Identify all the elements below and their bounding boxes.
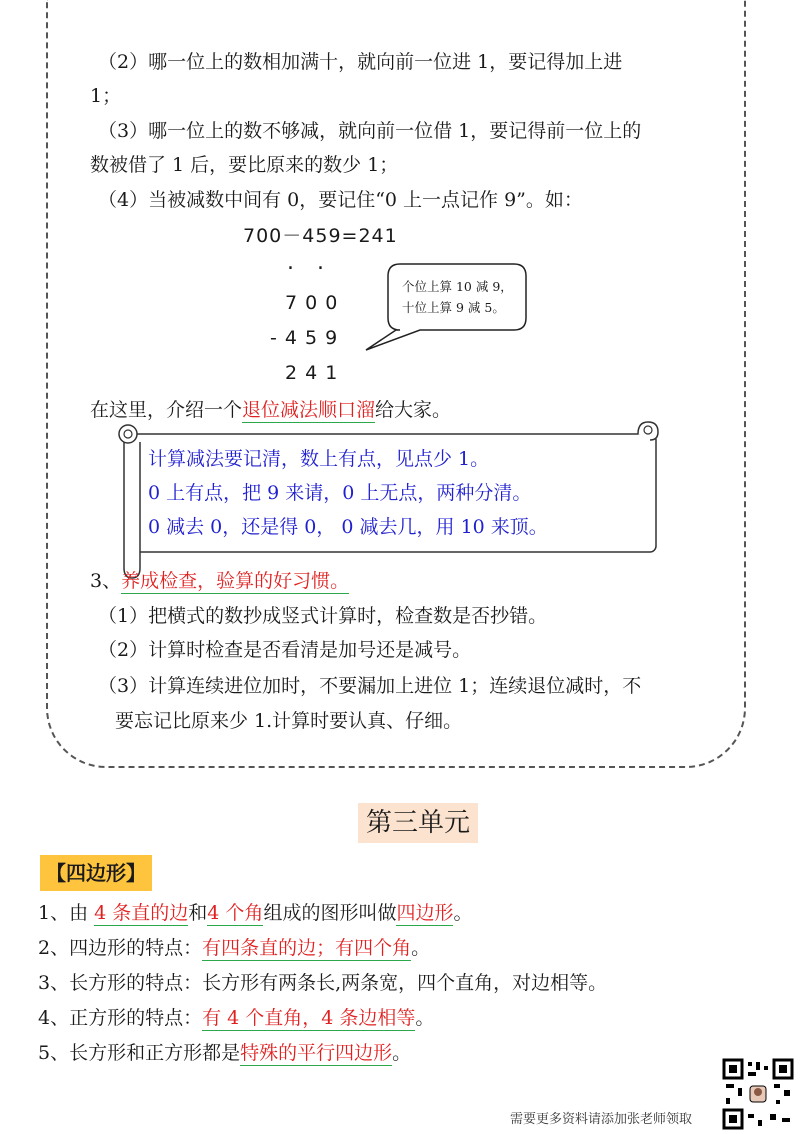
rule3-line1: （3）哪一位上的数不够减，就向前一位借 1，要记得前一位上的 [98, 120, 642, 142]
p1-c: 和 [188, 902, 208, 924]
check1: （1）把横式的数抄成竖式计算时，检查数是否抄错。 [98, 605, 548, 627]
quad-point4 [38, 1005, 434, 1031]
intro-prefix: 在这里，介绍一个 [90, 399, 243, 421]
p2-c: 。 [411, 937, 431, 959]
qr-graphic [722, 1058, 794, 1130]
p1-e: 组成的图形叫做 [263, 902, 397, 924]
p4-b: 有 4 个直角，4 条边相等 [202, 1007, 416, 1029]
p2-a: 2、四边形的特点： [38, 937, 203, 959]
item3-prefix: 3、 [90, 570, 122, 592]
footer-note: 需要更多资料请添加张老师领取 [510, 1112, 693, 1127]
rule4-line1: （4）当被减数中间有 0，要记住“0 上一点记作 9”。如： [98, 189, 583, 211]
p4-a: 4、正方形的特点： [38, 1007, 203, 1029]
p1-b: 4 条直的边 [94, 902, 189, 924]
p1-a: 1、由 [38, 902, 95, 924]
p4-c: 。 [415, 1007, 435, 1029]
rhyme-scroll [110, 420, 665, 580]
p5-a: 5、长方形和正方形都是 [38, 1042, 241, 1064]
p1-d: 4 个角 [207, 902, 264, 924]
minuend: 7 0 0 [285, 292, 339, 314]
qr-code-icon [722, 1058, 794, 1130]
p2-b: 有四条直的边；有四个角 [202, 937, 412, 959]
equation: 700－459=241 [243, 225, 398, 247]
p1-g: 。 [453, 902, 473, 924]
check3-line1: （3）计算连续进位加时，不要漏加上进位 1；连续退位减时，不 [98, 675, 642, 697]
check3-line2: 要忘记比原来少 1.计算时要认真、仔细。 [115, 710, 463, 732]
rhyme-line2: 0 上有点，把 9 来请，0 上无点，两种分清。 [148, 482, 532, 504]
p5-b: 特殊的平行四边形 [240, 1042, 393, 1064]
item3-line [90, 568, 349, 594]
intro-highlight: 退位减法顺口溜 [242, 399, 376, 421]
check2: （2）计算时检查是否看清是加号还是减号。 [98, 639, 472, 661]
quad-point1 [38, 900, 472, 926]
result: 2 4 1 [285, 362, 339, 384]
intro-suffix: 给大家。 [375, 399, 452, 421]
rhyme-text [148, 442, 548, 544]
p5-c: 。 [392, 1042, 412, 1064]
rule2-line1: （2）哪一位上的数相加满十，就向前一位进 1，要记得加上进 [98, 51, 623, 73]
bubble-text [402, 276, 513, 318]
bubble-line2: 十位上算 9 减 5。 [402, 300, 505, 315]
rule3-line2: 数被借了 1 后，要比原来的数少 1； [90, 154, 399, 176]
quad-point5 [38, 1040, 411, 1066]
borrow-dots: . . [287, 250, 332, 275]
p1-f: 四边形 [396, 902, 454, 924]
unit-title: 第三单元 [358, 803, 478, 843]
rhyme-line3: 0 减去 0，还是得 0， 0 减去几，用 10 来顶。 [148, 516, 548, 538]
rhyme-line1: 计算减法要记清，数上有点，见点少 1。 [148, 448, 490, 470]
item3-title: 养成检查，验算的好习惯。 [121, 570, 350, 592]
section-tag: 【四边形】 [40, 855, 152, 891]
speech-bubble [360, 262, 530, 357]
subtrahend: - 4 5 9 [270, 327, 339, 349]
bubble-line1: 个位上算 10 减 9， [402, 279, 513, 294]
quad-point2 [38, 935, 430, 961]
quad-point3: 3、长方形的特点：长方形有两条长,两条宽，四个直角，对边相等。 [38, 972, 608, 994]
rule2-line2: 1； [90, 85, 122, 107]
